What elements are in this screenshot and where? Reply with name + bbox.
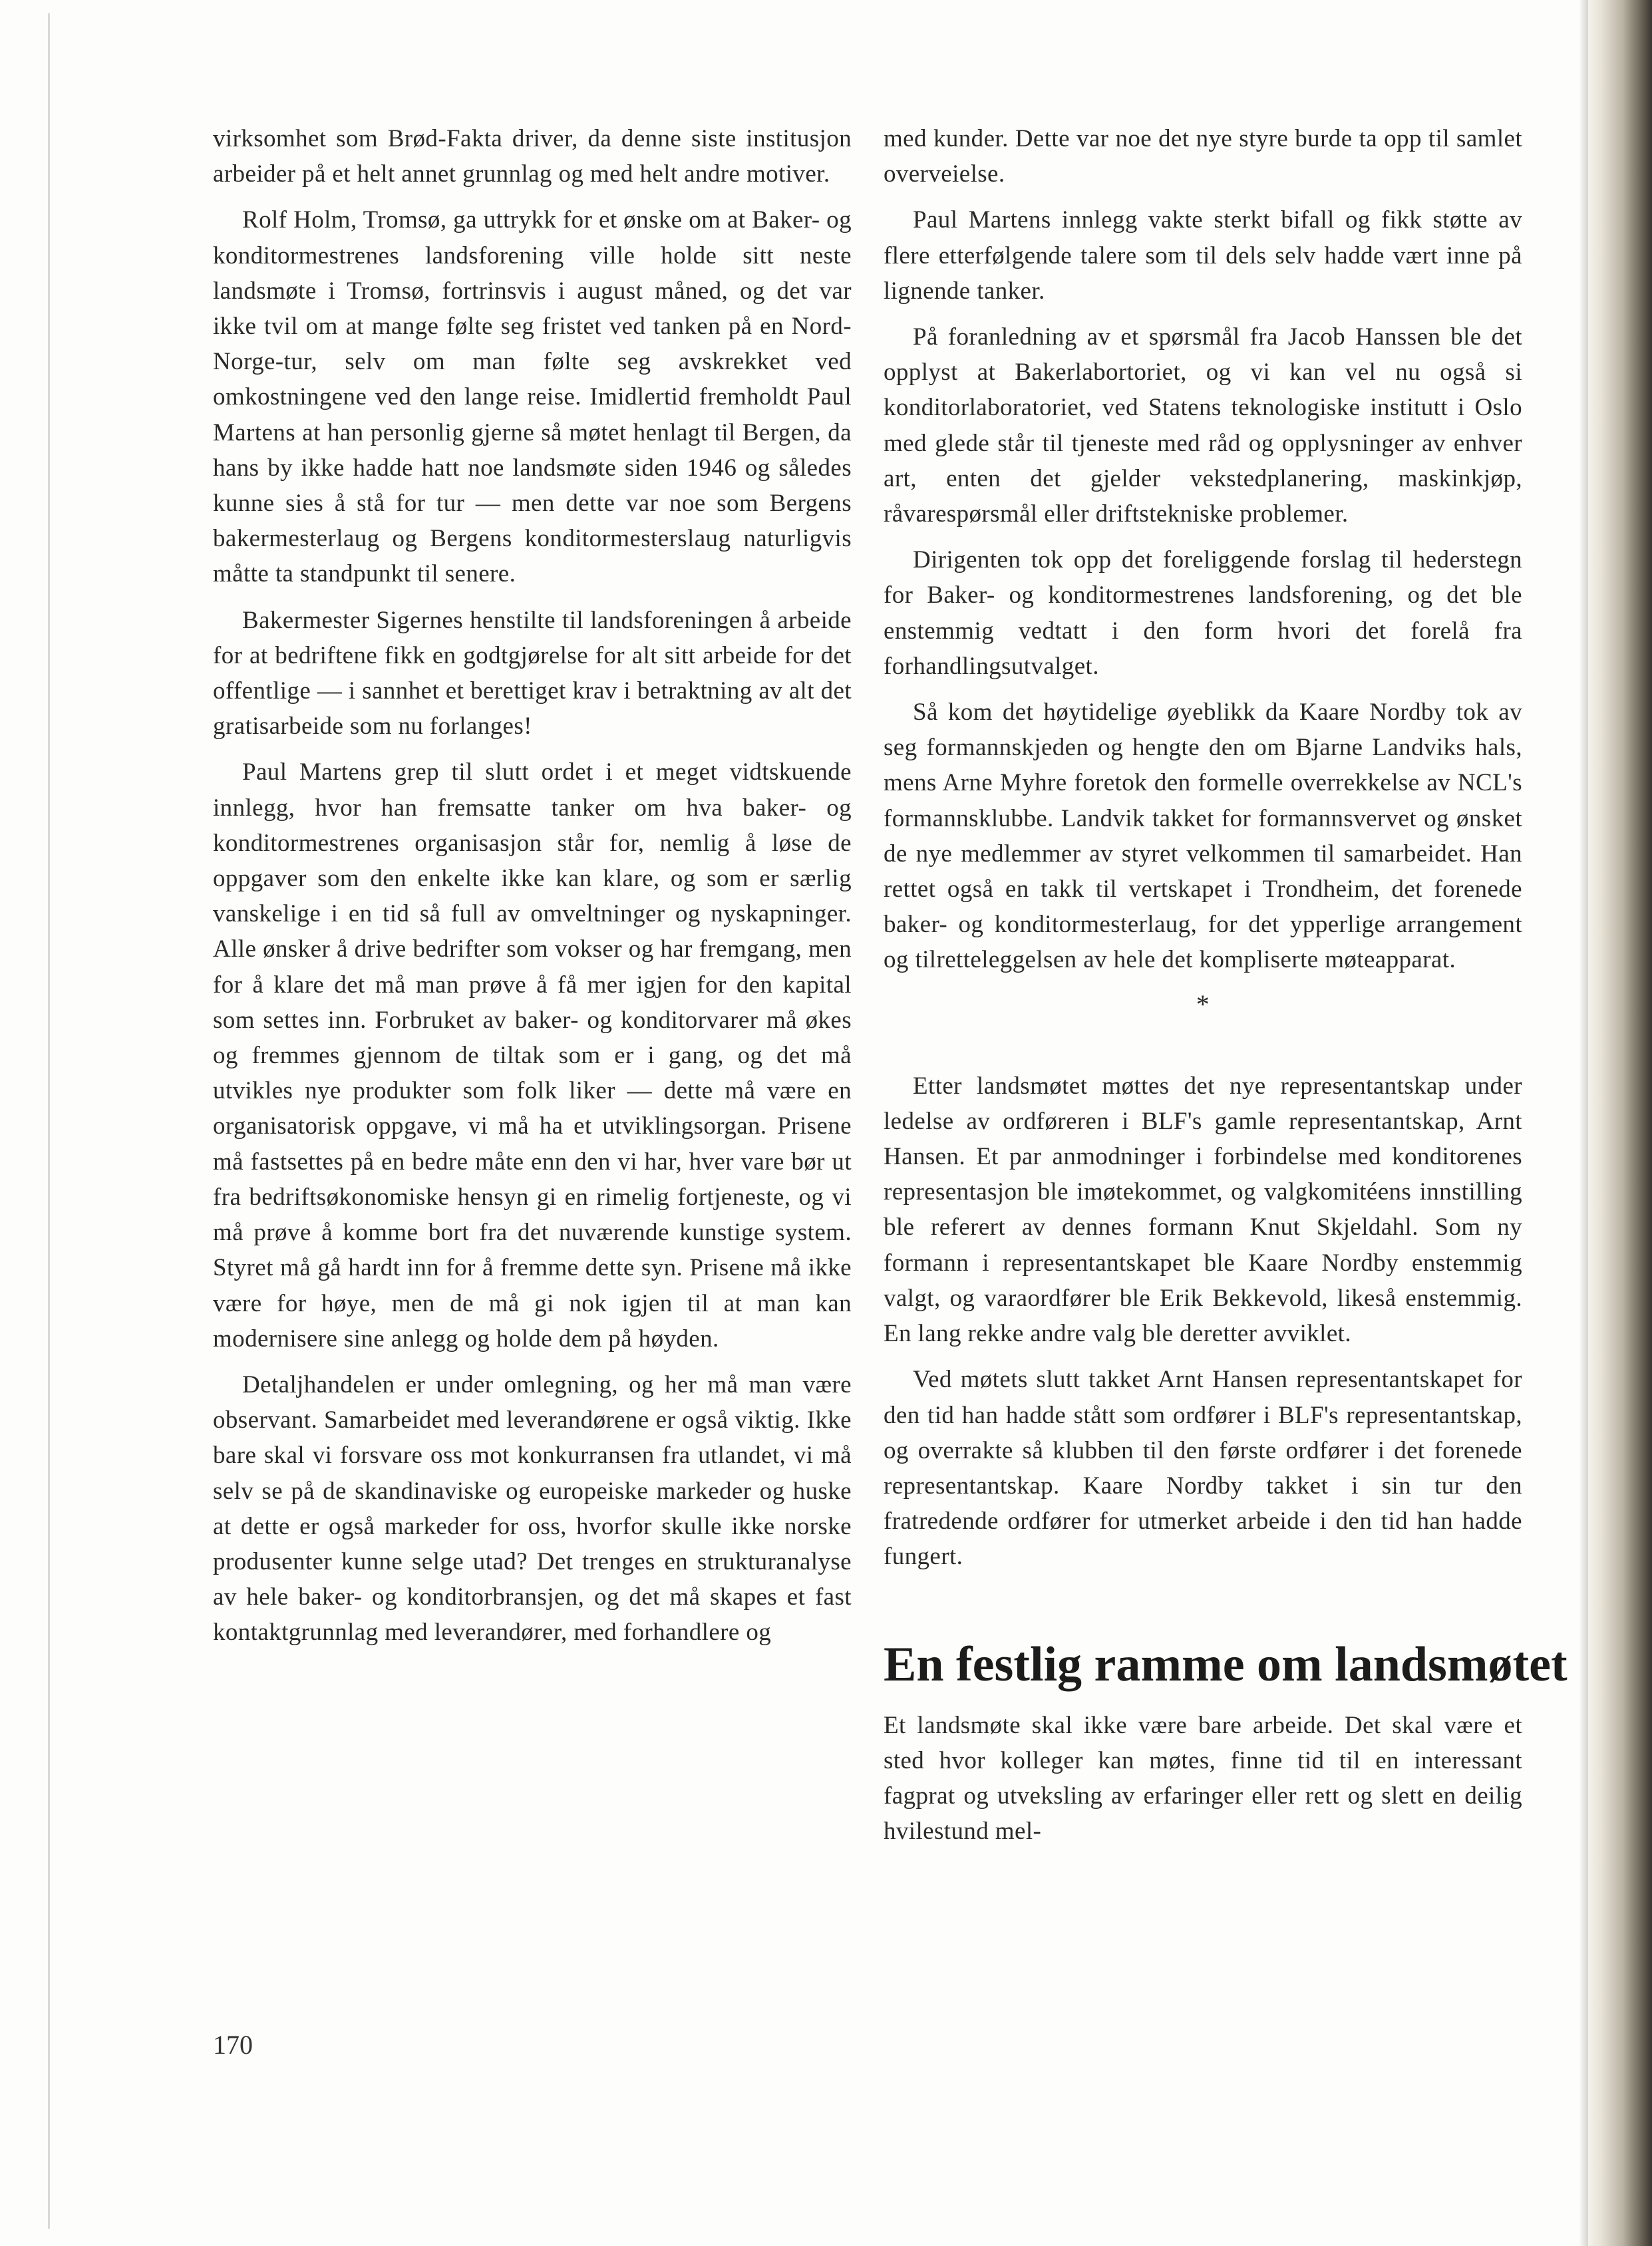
page-number: 170	[213, 2030, 253, 2060]
section-break-asterisk: *	[1196, 989, 1210, 1019]
book-binding-shadow	[1579, 0, 1652, 2246]
right-column	[884, 121, 1568, 1859]
paragraph: Dirigenten tok opp det foreliggende forslag til hederstegn for Baker- og konditormestrenes landsforening, og det ble enstemmig vedtatt i den form hvori det forelå fra forhandlingsutvalget.	[884, 546, 1522, 680]
paragraph: Så kom det høytidelige øyeblikk da Kaare Nordby tok av seg formannskjeden og hengte den om Bjarne Landviks hals, mens Arne Myhre foretok den formelle overrekkelse av NCL's formannsklubbe. Landvik takket for formannsvervet og ønsket de nye medlemmer av styret velkommen til samarbeidet. Han rettet også en takk til vertskapet i Trondheim, det forenede baker- og konditormesterlaug, for det ypperlige arrangement og tilretteleggelsen av hele det kompliserte møteapparat.	[884, 699, 1522, 974]
paragraph: Paul Martens grep til slutt ordet i et meget vidtskuende innlegg, hvor han fremsatte tanker om hva baker- og konditormestrenes organisasjon står for, nemlig å løse de oppgaver som den enkelte ikke kan klare, og som er særlig vanskelige i en tid så full av omveltninger og nyskapninger. Alle ønsker å drive bedrifter som vokser og har fremgang, men for å klare det må man prøve å få mer igjen for den kapital som settes inn. Forbruket av baker- og konditorvarer må økes og fremmes gjennom de tiltak som er i gang, og det må utvikles nye produkter som folk liker — dette må være en organisatorisk oppgave, vi må ha et utviklingsorgan. Prisene må fastsettes på en bedre måte enn den vi har, hver vare bør ut fra bedriftsøkonomiske hensyn gi en rimelig fortjeneste, og vi må prøve å komme bort fra det nuværende kunstige system. Styret må gå hardt inn for å fremme dette syn. Prisene må ikke være for høye, men de må gi nok igjen til at man kan modernisere sine anlegg og holde dem på høyden.	[213, 758, 852, 1353]
paragraph: På foranledning av et spørsmål fra Jacob Hanssen ble det opplyst at Bakerlabortoriet, og vi kan vel nu også si konditorlaboratoriet, ved Statens teknologiske institutt i Oslo med glede står til tjeneste med råd og opplysninger av enhver art, enten det gjelder vekstedplanering, maskinkjøp, råvarespørsmål eller driftstekniske problemer.	[884, 323, 1522, 528]
paragraph: Detaljhandelen er under omlegning, og her må man være observant. Samarbeidet med leverandørene er også viktig. Ikke bare skal vi forsvare oss mot konkurransen fra utlandet, vi må selv se på de skandinaviske og europeiske markeder og huske at dette er også markeder for oss, hvorfor skulle ikke norske produsenter kunne selge utad? Det trenges en strukturanalyse av hele baker- og konditorbransjen, og det må skapes et fast kontaktgrunnlag med leverandører, med forhandlere og	[213, 1370, 852, 1647]
section-heading: En festlig ramme om landsmøtet	[884, 1637, 1568, 1692]
paragraph: Etter landsmøtet møttes det nye representantskap under ledelse av ordføreren i BLF's gamle representantskap, Arnt Hansen. Et par anmodninger i forbindelse med konditorenes representasjon ble imøtekommet, og valgkomitéens innstilling ble referert av dennes formann Knut Skjeldahl. Som ny formann i representantskapet ble Kaare Nordby enstemmig valgt, og varaordfører ble Erik Bekkevold, likeså enstemmig. En lang rekke andre valg ble deretter avviklet.	[884, 1072, 1522, 1348]
paragraph: virksomhet som Brød-Fakta driver, da denne siste institusjon arbeider på et helt annet grunnlag og med helt andre motiver.	[213, 125, 852, 188]
left-margin-rule	[48, 13, 50, 2229]
paragraph: Bakermester Sigernes henstilte til landsforeningen å arbeide for at bedriftene fikk en godtgjørelse for alt sitt arbeide for det offentlige — i sannhet et berettiget krav i betraktning av alt det gratisarbeide som nu forlanges!	[213, 606, 852, 740]
paragraph: Ved møtets slutt takket Arnt Hansen representantskapet for den tid han hadde stått som ordfører i BLF's representantskap, og overrakte så klubben til den første ordfører i det forenede representantskap. Kaare Nordby takket i sin tur den fratredende ordfører for utmerket arbeide i den tid han hadde fungert.	[884, 1366, 1522, 1571]
paragraph: Et landsmøte skal ikke være bare arbeide. Det skal være et sted hvor kolleger kan møtes, finne tid til en interessant fagprat og utveksling av erfaringer eller rett og slett en deilig hvilestund mel-	[884, 1711, 1522, 1845]
paragraph: Paul Martens innlegg vakte sterkt bifall og fikk støtte av flere etterfølgende talere som til dels selv hadde vært inne på lignende tanker.	[884, 206, 1522, 305]
left-column	[213, 121, 852, 1661]
paragraph: med kunder. Dette var noe det nye styre burde ta opp til samlet overveielse.	[884, 125, 1522, 188]
binding-edge	[1579, 0, 1588, 2246]
paragraph: Rolf Holm, Tromsø, ga uttrykk for et ønske om at Baker- og konditormestrenes landsforening ville holde sitt neste landsmøte i Tromsø, fortrinsvis i august måned, og det var ikke tvil om at mange følte seg fristet ved tanken på en Nord-Norge-tur, selv om man følte seg avskrekket ved omkostningene ved den lange reise. Imidlertid fremholdt Paul Martens at han personlig gjerne så møtet henlagt til Bergen, da hans by ikke hadde hatt noe landsmøte siden 1946 og således kunne sies å stå for tur — men dette var noe som Bergens bakermesterlaug og Bergens konditormesterslaug naturligvis måtte ta standpunkt til senere.	[213, 206, 852, 588]
